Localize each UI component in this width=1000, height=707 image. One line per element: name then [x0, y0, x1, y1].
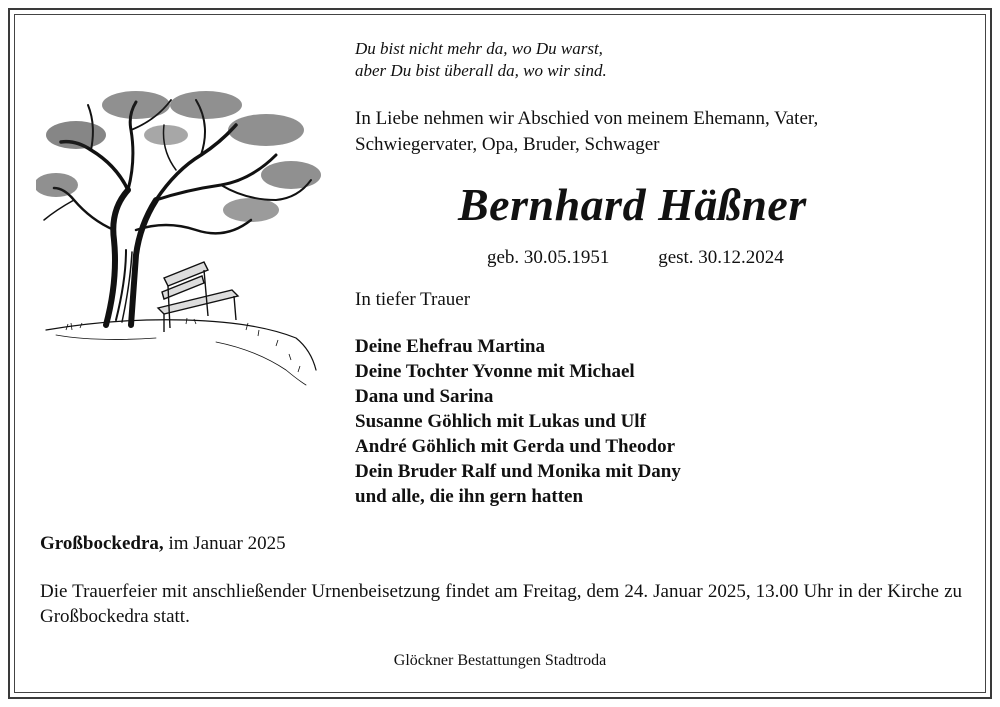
- deceased-name: Bernhard Häßner: [458, 179, 807, 230]
- ceremony-notice: [40, 579, 962, 629]
- undertaker-name: Glöckner Bestattungen Stadtroda: [393, 652, 607, 669]
- mourning-label: In tiefer Trauer: [355, 289, 471, 310]
- intro-line-1: In Liebe nehmen wir Abschied von meinem Ehemann, Vater,: [355, 108, 819, 129]
- mourner-item: Deine Tochter Yvonne mit Michael: [355, 361, 635, 382]
- mourner-item: Dein Bruder Ralf und Monika mit Dany: [355, 461, 681, 482]
- life-dates: [487, 247, 784, 269]
- mourners-list: [355, 334, 681, 509]
- mourner-item: Deine Ehefrau Martina: [355, 336, 545, 357]
- tree-with-bench-icon: [36, 80, 326, 390]
- motto-line-2: aber Du bist überall da, wo wir sind.: [355, 61, 607, 80]
- mourner-item: Susanne Göhlich mit Lukas und Ulf: [355, 411, 646, 432]
- place-date-line: [40, 533, 286, 555]
- mourner-item: André Göhlich mit Gerda und Theodor: [355, 436, 676, 457]
- date-text: im Januar 2025: [168, 533, 286, 554]
- motto-quote: [355, 38, 607, 82]
- motto-line-1: Du bist nicht mehr da, wo Du warst,: [355, 39, 603, 58]
- intro-line-2: Schwiegervater, Opa, Bruder, Schwager: [355, 134, 660, 155]
- ceremony-line-1: Die Trauerfeier mit anschließender Urnenbeisetzung findet am Freitag, dem 24. Januar 2025, 13.00: [40, 581, 799, 602]
- ceremony-line-2: Uhr in der Kirche zu Großbockedra statt.: [40, 581, 962, 627]
- mourner-item: und alle, die ihn gern hatten: [355, 486, 584, 507]
- mourner-item: Dana und Sarina: [355, 386, 494, 407]
- death-date: gest. 30.12.2024: [658, 247, 784, 268]
- birth-date: geb. 30.05.1951: [487, 247, 610, 268]
- place-name: Großbockedra,: [40, 533, 164, 554]
- intro-text: [355, 106, 955, 158]
